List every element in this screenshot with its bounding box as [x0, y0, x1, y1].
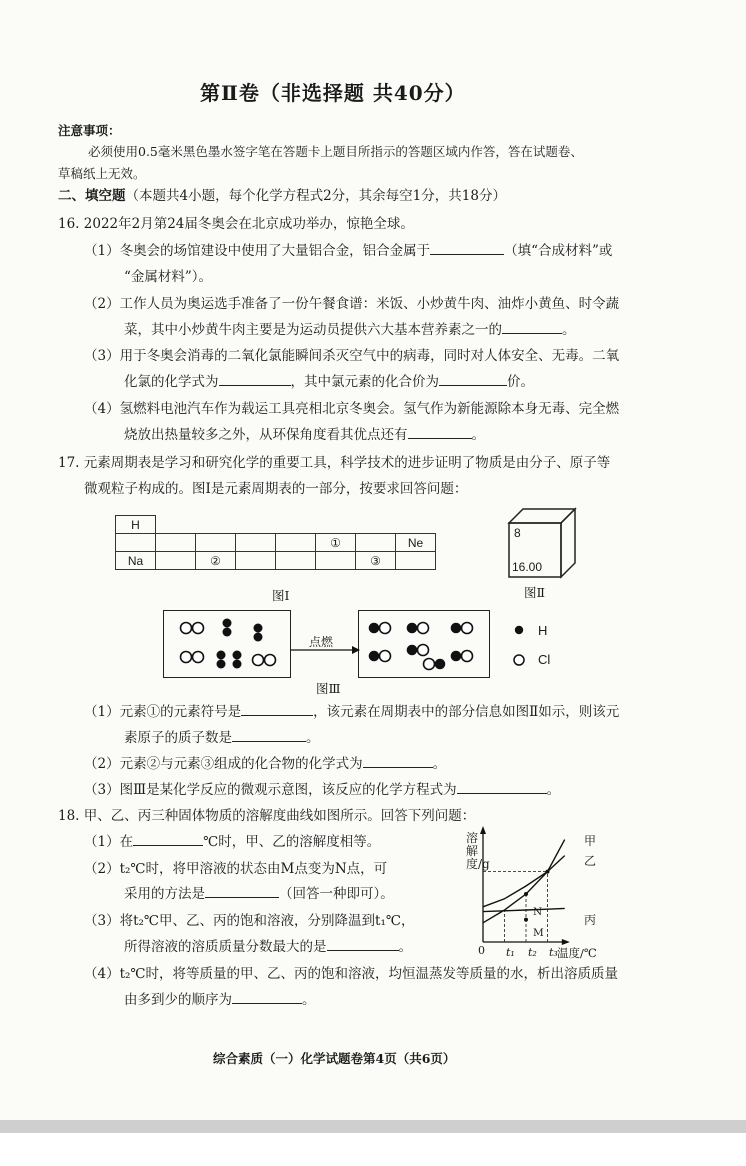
- q18-part3: （3）将t₂℃甲、乙、丙的饱和溶液，分别降温到t₁℃，: [84, 913, 415, 929]
- q16-p4-end: 。: [471, 427, 485, 443]
- notice-line2: 草稿纸上无效。: [58, 166, 146, 181]
- series-label-bing: 丙: [584, 913, 597, 927]
- section-title: 二、填空题: [58, 188, 126, 204]
- section-desc: （本题共4小题，每个化学方程式2分，其余每空1分，共18分）: [125, 188, 506, 204]
- q17-p1-text3: 素原子的质子数是: [124, 730, 232, 746]
- chart-point-M: [524, 918, 528, 922]
- chart-origin-label: 0: [478, 944, 485, 957]
- cell-ne: Ne: [396, 534, 436, 552]
- figure-2-caption: 图Ⅱ: [524, 585, 545, 600]
- q17-p1-text: （1）元素①的元素符号是: [84, 704, 242, 720]
- series-label-jia: 甲: [584, 834, 597, 848]
- q17-p1-end: 。: [306, 730, 320, 746]
- cell-h: H: [116, 516, 156, 534]
- q16-p1-text2: （填“合成材料”或: [504, 243, 613, 259]
- chart-tick-t1: t₁: [506, 946, 515, 959]
- cube-atomic-mass: 16.00: [512, 560, 543, 574]
- chart-y-arrow: [480, 826, 486, 834]
- q18-p4-end: 。: [302, 992, 316, 1008]
- q18-p1-text: （1）在: [84, 834, 134, 850]
- notice-heading: 注意事项：: [58, 123, 121, 138]
- reaction-condition: 点燃: [309, 635, 334, 649]
- q17-p2-end: 。: [432, 756, 447, 772]
- legend-cl-label: Cl: [538, 652, 551, 667]
- q16-p1-cont: “金属材料”）。: [124, 269, 213, 285]
- q18-part2: （2）t₂℃时，将甲溶液的状态由M点变为N点，可: [84, 861, 388, 877]
- q18-p1-text2: ℃时，甲、乙的溶解度相等。: [203, 834, 381, 850]
- series-line-2: [483, 908, 565, 911]
- chart-tick-t3: t₃: [549, 946, 558, 959]
- q16-p4-text: 烧放出热量较多之外，从环保角度看其优点还有: [124, 427, 408, 443]
- viewer-bottom-bar: [0, 1120, 746, 1133]
- page-title: 第Ⅱ卷（非选择题 共40分）: [200, 81, 466, 105]
- q16-p3-text2: ，其中氯元素的化合价为: [290, 374, 439, 390]
- chart-y-label: 溶解度/g: [466, 831, 490, 871]
- q18-p2-text2: （回答一种即可）。: [279, 886, 394, 902]
- cell-marker-1: ①: [316, 534, 356, 552]
- cell-marker-3: ③: [356, 552, 396, 570]
- chart-point-N: [524, 892, 528, 896]
- cell-marker-2: ②: [196, 552, 236, 570]
- figure-1-caption: 图Ⅰ: [272, 588, 290, 603]
- figure-3-caption: 图Ⅲ: [316, 681, 341, 696]
- q17-p2-text: （2）元素②与元素③组成的化合物的化学式为: [84, 756, 363, 772]
- point-label-m: M: [533, 927, 544, 939]
- q16-part3: （3）用于冬奥会消毒的二氧化氯能瞬间杀灭空气中的病毒，同时对人体安全、无毒。二氧: [84, 348, 620, 364]
- notice-line1: 必须使用0.5毫米黑色墨水签字笔在答题卡上题目所指示的答题区域内作答，答在试题卷、: [88, 144, 583, 159]
- q17-stem2: 微观粒子构成的。图Ⅰ是元素周期表的一部分，按要求回答问题：: [84, 481, 468, 497]
- cell-na: Na: [116, 552, 156, 570]
- q16-stem: 16. 2022年2月第24届冬奥会在北京成功举办，惊艳全球。: [58, 216, 414, 232]
- q16-p2-text: 菜，其中小炒黄牛肉主要是为运动员提供六大基本营养素之一的: [124, 322, 502, 338]
- q16-p1-text: （1）冬奥会的场馆建设中使用了大量铝合金，铝合金属于: [84, 243, 431, 259]
- q17-stem1: 17. 元素周期表是学习和研究化学的重要工具，科学技术的进步证明了物质是由分子、原子等: [58, 455, 611, 471]
- q18-part4: （4）t₂℃时，将等质量的甲、乙、丙的饱和溶液，均恒温蒸发等质量的水，析出溶质质量: [84, 966, 619, 982]
- cube-atomic-number: 8: [514, 526, 521, 540]
- chart-x-label: 温度/℃: [557, 946, 597, 960]
- q16-p3-text: 化氯的化学式为: [124, 374, 219, 390]
- q17-p3-end: 。: [546, 782, 561, 798]
- q18-p2-text: 采用的方法是: [124, 886, 205, 902]
- q18-p4-blank[interactable]: [232, 1003, 302, 1004]
- q16-p2-end: 。: [562, 322, 576, 338]
- q18-p3-end: 。: [398, 939, 412, 955]
- q16-p3-end: 价。: [507, 374, 534, 390]
- chart-tick-t2: t₂: [528, 946, 537, 959]
- q17-p1-text2: ，该元素在周期表中的部分信息如图Ⅱ如示，则该元: [313, 704, 620, 720]
- q17-p3-text: （3）图Ⅲ是某化学反应的微观示意图，该反应的化学方程式为: [84, 782, 457, 798]
- q16-part4: （4）氢燃料电池汽车作为载运工具亮相北京冬奥会。氢气作为新能源除本身无毒、完全燃: [84, 401, 620, 417]
- q18-p3-text: 所得溶液的溶质质量分数最大的是: [124, 939, 327, 955]
- series-label-yi: 乙: [584, 854, 597, 868]
- q18-p4-text: 由多到少的顺序为: [124, 992, 232, 1008]
- q18-stem: 18. 甲、乙、丙三种固体物质的溶解度曲线如图所示。回答下列问题：: [58, 808, 476, 824]
- chart-intersection: [546, 870, 550, 874]
- legend-h-label: H: [538, 623, 548, 638]
- point-label-n: N: [533, 906, 543, 918]
- q16-part2: （2）工作人员为奥运选手准备了一份午餐食谱：米饭、小炒黄牛肉、油炸小黄鱼、时令蔬: [84, 296, 620, 312]
- page-footer: 综合素质（一）化学试题卷第4页（共6页）: [213, 1051, 456, 1066]
